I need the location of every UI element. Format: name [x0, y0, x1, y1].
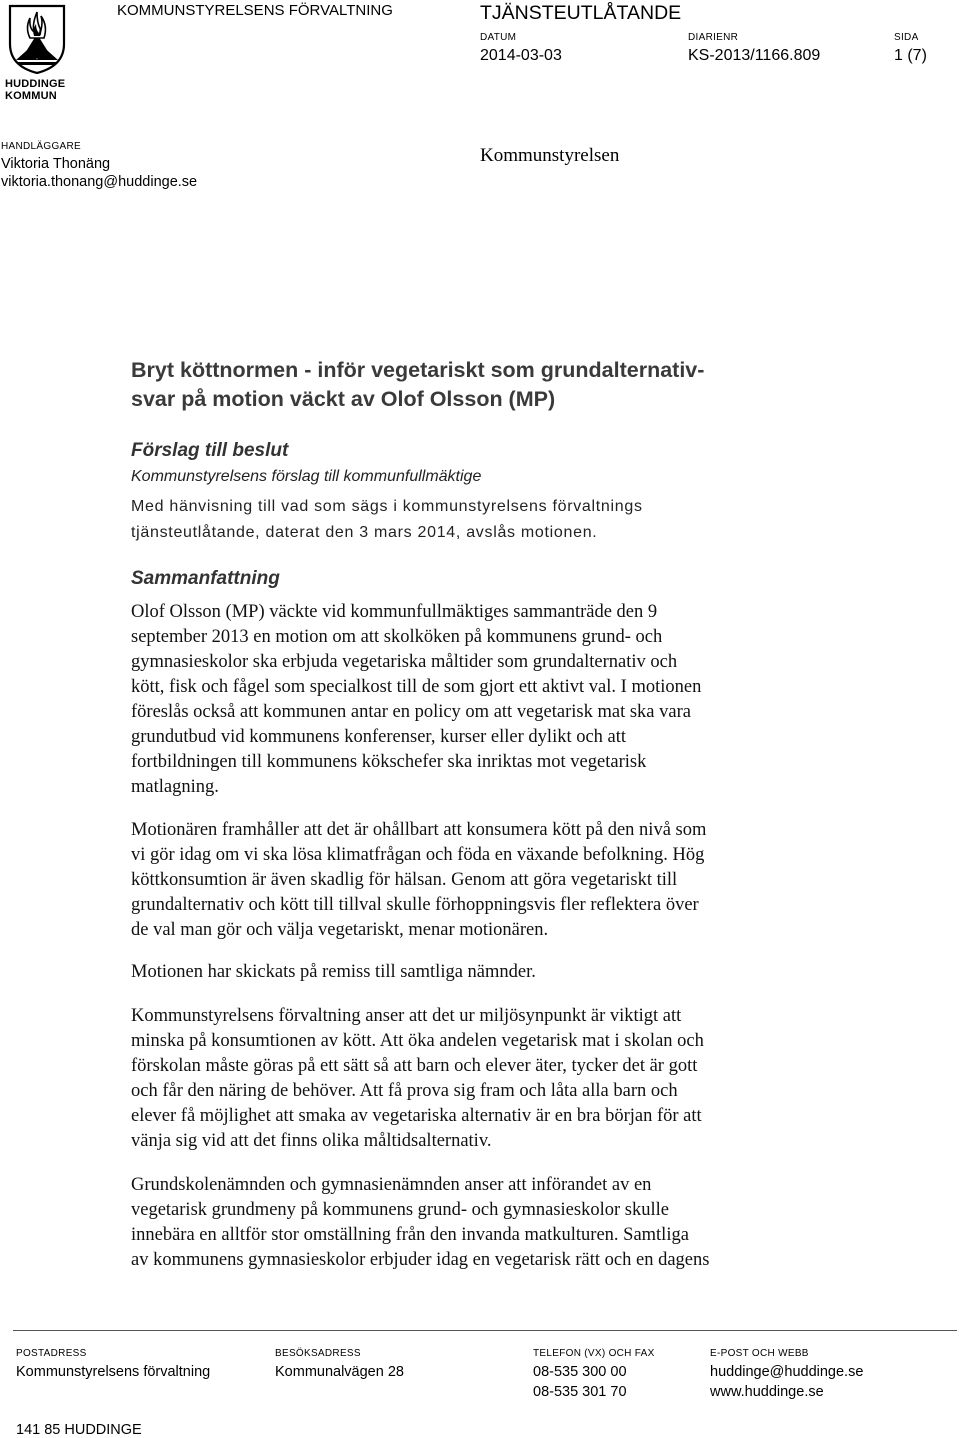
handler-email: viktoria.thonang@huddinge.se — [1, 174, 198, 190]
proposal-line: tjänsteutlåtande, daterat den 3 mars 2014, avslås motionen. — [131, 523, 598, 541]
text-line: kött, fisk och fågel som specialkost till de som gjort ett aktivt val. I motionen — [131, 677, 702, 697]
text-line: de val man gör och välja vegetariskt, menar motionären. — [131, 920, 549, 940]
text-line: gymnasieskolor ska erbjuda vegetariska måltider som grundalternativ och — [131, 652, 678, 672]
postal-city: 141 85 HUDDINGE — [16, 1422, 142, 1438]
date-label: DATUM — [480, 32, 517, 43]
text-line: förskolan måste göras på ett sätt så att barn och elever äter, tycker det är gott — [131, 1056, 698, 1076]
footer-website-link[interactable]: www.huddinge.se — [710, 1384, 824, 1400]
text-line: innebära en alltför stor omställning från den invanda matkulturen. Samtliga — [131, 1225, 689, 1245]
text-line: september 2013 en motion om att skolköken på kommunens grund- och — [131, 627, 663, 647]
email-web-label: E-POST OCH WEBB — [710, 1348, 809, 1359]
title-line-1: Bryt köttnormen - inför vegetariskt som grundalternativ- — [131, 358, 705, 382]
page-value: 1 (7) — [894, 47, 927, 64]
logo-name-line1: HUDDINGE — [5, 78, 66, 90]
diary-number-value: KS-2013/1166.809 — [688, 47, 821, 64]
text-line: fortbildningen till kommunens kökschefer ska inriktas mot vegetarisk — [131, 752, 647, 772]
text-line: minska på konsumtionen av kött. Att öka andelen vegetarisk mat i skolan och — [131, 1031, 704, 1051]
phone-fax-label: TELEFON (VX) OCH FAX — [533, 1348, 655, 1359]
text-line: Kommunstyrelsens förvaltning anser att det ur miljösynpunkt är viktigt att — [131, 1006, 682, 1026]
proposal-text — [131, 494, 771, 545]
page-title — [131, 356, 704, 414]
text-line: grundalternativ och kött till tillval skulle förhoppningsvis fler reflektera över — [131, 895, 699, 915]
title-line-2: svar på motion väckt av Olof Olsson (MP) — [131, 387, 556, 411]
date-value: 2014-03-03 — [480, 47, 562, 64]
proposal-heading: Förslag till beslut — [131, 440, 289, 461]
handler-label: HANDLÄGGARE — [1, 141, 81, 152]
summary-heading: Sammanfattning — [131, 568, 280, 589]
text-line: vegetarisk grundmeny på kommunens grund- och gymnasieskolor skulle — [131, 1200, 669, 1220]
footer-email-link[interactable]: huddinge@huddinge.se — [710, 1364, 864, 1380]
fax-value: 08-535 301 70 — [533, 1384, 627, 1400]
text-line: och får den näring de behöver. Att få prova sig fram och låta alla barn och — [131, 1081, 678, 1101]
handler-name: Viktoria Thonäng — [1, 156, 111, 172]
proposal-subheading: Kommunstyrelsens förslag till kommunfullmäktige — [131, 468, 482, 485]
proposal-line: Med hänvisning till vad som sägs i kommunstyrelsens förvaltnings — [131, 498, 643, 515]
text-line: matlagning. — [131, 777, 219, 797]
diary-number-label: DIARIENR — [688, 32, 739, 43]
text-line: köttkonsumtion är även skadlig för hälsan. Genom att göra vegetariskt till — [131, 870, 678, 890]
page-label: SIDA — [894, 32, 919, 43]
text-line: vänja sig vid att det finns olika måltidsalternativ. — [131, 1131, 492, 1151]
visit-address-label: BESÖKSADRESS — [275, 1348, 361, 1359]
document-type: TJÄNSTEUTLÅTANDE — [480, 2, 682, 24]
text-line: Olof Olsson (MP) väckte vid kommunfullmäktiges sammanträde den 9 — [131, 602, 658, 622]
huddinge-crest-icon — [8, 4, 66, 74]
recipient: Kommunstyrelsen — [480, 145, 620, 166]
logo-name-line2: KOMMUN — [5, 90, 57, 102]
summary-paragraph-3 — [131, 960, 536, 985]
text-line: av kommunens gymnasieskolor erbjuder idag en vegetarisk rätt och en dagens — [131, 1250, 710, 1270]
text-line: Motionen har skickats på remiss till samtliga nämnder. — [131, 962, 536, 982]
postal-address-value: Kommunstyrelsens förvaltning — [16, 1364, 211, 1380]
text-line: Motionären framhåller att det är ohållbart att konsumera kött på den nivå som — [131, 820, 707, 840]
summary-paragraph-1 — [131, 600, 701, 800]
visit-address-value: Kommunalvägen 28 — [275, 1364, 404, 1380]
text-line: föreslås också att kommunen antar en policy om att vegetarisk mat ska vara — [131, 702, 691, 722]
text-line: vi gör idag om vi ska lösa klimatfrågan och föda en växande befolkning. Hög — [131, 845, 705, 865]
text-line: grundutbud vid kommunens konferenser, kurser eller dylikt och att — [131, 727, 627, 747]
organization-name: KOMMUNSTYRELSENS FÖRVALTNING — [117, 2, 393, 19]
footer-divider — [13, 1330, 957, 1331]
text-line: Grundskolenämnden och gymnasienämnden anser att införandet av en — [131, 1175, 652, 1195]
summary-paragraph-2 — [131, 818, 706, 943]
phone-value: 08-535 300 00 — [533, 1364, 627, 1380]
summary-paragraph-4 — [131, 1004, 704, 1154]
postal-address-label: POSTADRESS — [16, 1348, 87, 1359]
summary-paragraph-5 — [131, 1173, 709, 1273]
text-line: elever få möjlighet att smaka av vegetariska alternativ är en bra början för att — [131, 1106, 702, 1126]
municipality-logo — [5, 4, 69, 104]
